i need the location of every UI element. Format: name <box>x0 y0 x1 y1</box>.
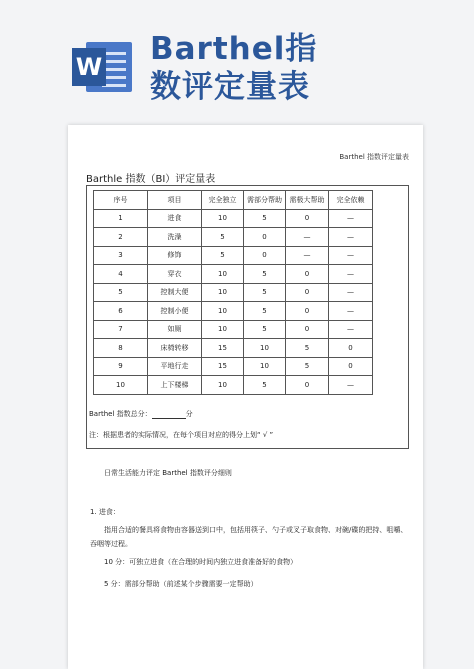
table-cell: 进食 <box>148 209 202 228</box>
table-row <box>94 228 373 247</box>
scoring-item: 10 分：可独立进食（在合理的时间内独立进食准备好的食物） <box>104 558 298 566</box>
total-score-label: Barthel 指数总分： <box>89 410 152 418</box>
table-cell: — <box>286 228 329 247</box>
table-cell: — <box>286 246 329 265</box>
table-row <box>94 320 373 339</box>
table-cell: 0 <box>329 339 373 358</box>
table-cell: 0 <box>286 265 329 284</box>
table-cell: 6 <box>94 302 148 321</box>
table-cell: 8 <box>94 339 148 358</box>
table-cell: 10 <box>202 376 244 395</box>
total-score-blank <box>152 411 186 419</box>
table-cell: 穿衣 <box>148 265 202 284</box>
table-cell: — <box>329 283 373 302</box>
table-row <box>94 283 373 302</box>
banner-title-line2: 数评定量表 <box>150 69 310 105</box>
column-header: 完全独立 <box>202 191 244 210</box>
table-cell: 控制大便 <box>148 283 202 302</box>
table-cell: 5 <box>202 246 244 265</box>
table-cell: 修饰 <box>148 246 202 265</box>
page-header-note: Barthel 指数评定量表 <box>339 153 409 161</box>
table-cell: 洗澡 <box>148 228 202 247</box>
total-score-line <box>89 409 193 419</box>
scale-form-frame <box>86 185 409 449</box>
table-row <box>94 246 373 265</box>
rules-subtitle: 日常生活能力评定 Barthel 指数评分细则 <box>104 469 232 477</box>
column-header: 需部分帮助 <box>244 191 286 210</box>
document-page <box>68 125 423 669</box>
table-cell: 5 <box>244 376 286 395</box>
table-header-row <box>94 191 373 210</box>
table-cell: 3 <box>94 246 148 265</box>
table-cell: — <box>329 209 373 228</box>
section-heading: 1. 进食： <box>90 508 120 516</box>
column-header: 完全依赖 <box>329 191 373 210</box>
table-cell: 15 <box>202 339 244 358</box>
word-icon-letter: W <box>72 48 106 86</box>
section-paragraph: 指用合适的餐具将食物由容器送到口中，包括用筷子、勺子或叉子取食物、对碗/碟的把持、咀嚼、吞咽等过程。 <box>90 526 408 548</box>
table-cell: 5 <box>244 320 286 339</box>
table-cell: 0 <box>329 357 373 376</box>
table-row <box>94 376 373 395</box>
table-cell: 0 <box>286 376 329 395</box>
table-cell: 0 <box>286 209 329 228</box>
column-header: 需极大帮助 <box>286 191 329 210</box>
table-cell: 0 <box>286 283 329 302</box>
table-cell: 0 <box>244 228 286 247</box>
table-cell: 如厕 <box>148 320 202 339</box>
table-row <box>94 209 373 228</box>
scoring-note: 注：根据患者的实际情况，在每个项目对应的得分上划“ √ ” <box>89 431 274 439</box>
table-cell: 2 <box>94 228 148 247</box>
table-cell: — <box>329 302 373 321</box>
table-cell: 控制小便 <box>148 302 202 321</box>
table-cell: 床椅转移 <box>148 339 202 358</box>
barthel-table <box>93 190 373 395</box>
table-cell: 5 <box>286 357 329 376</box>
table-cell: 1 <box>94 209 148 228</box>
table-cell: 7 <box>94 320 148 339</box>
table-body <box>94 209 373 394</box>
table-row <box>94 357 373 376</box>
table-row <box>94 302 373 321</box>
table-cell: 上下楼梯 <box>148 376 202 395</box>
table-cell: 0 <box>286 302 329 321</box>
table-cell: 5 <box>244 265 286 284</box>
table-cell: 10 <box>244 339 286 358</box>
total-score-unit: 分 <box>185 410 193 418</box>
table-cell: — <box>329 228 373 247</box>
table-cell: 10 <box>94 376 148 395</box>
table-cell: 0 <box>244 246 286 265</box>
column-header: 序号 <box>94 191 148 210</box>
table-cell: 4 <box>94 265 148 284</box>
table-cell: 10 <box>244 357 286 376</box>
table-cell: 5 <box>94 283 148 302</box>
table-row <box>94 265 373 284</box>
banner <box>0 0 474 125</box>
column-header: 项目 <box>148 191 202 210</box>
banner-title <box>150 30 317 106</box>
table-cell: 10 <box>202 320 244 339</box>
table-row <box>94 339 373 358</box>
table-cell: 平地行走 <box>148 357 202 376</box>
table-cell: 5 <box>244 283 286 302</box>
document-title: Barthle 指数（BI）评定量表 <box>86 174 216 185</box>
scoring-item: 5 分：需部分帮助（前述某个步骤需要一定帮助） <box>104 580 258 588</box>
table-cell: 5 <box>244 209 286 228</box>
table-cell: — <box>329 265 373 284</box>
table-cell: 15 <box>202 357 244 376</box>
table-cell: 9 <box>94 357 148 376</box>
table-cell: 0 <box>286 320 329 339</box>
table-cell: 10 <box>202 209 244 228</box>
table-cell: 10 <box>202 283 244 302</box>
word-document-icon <box>72 38 132 96</box>
table-cell: 5 <box>202 228 244 247</box>
table-cell: — <box>329 320 373 339</box>
table-cell: 5 <box>244 302 286 321</box>
table-cell: 10 <box>202 302 244 321</box>
banner-title-line1: Barthel指 <box>150 31 318 67</box>
table-cell: 10 <box>202 265 244 284</box>
table-cell: — <box>329 376 373 395</box>
table-cell: 5 <box>286 339 329 358</box>
table-cell: — <box>329 246 373 265</box>
